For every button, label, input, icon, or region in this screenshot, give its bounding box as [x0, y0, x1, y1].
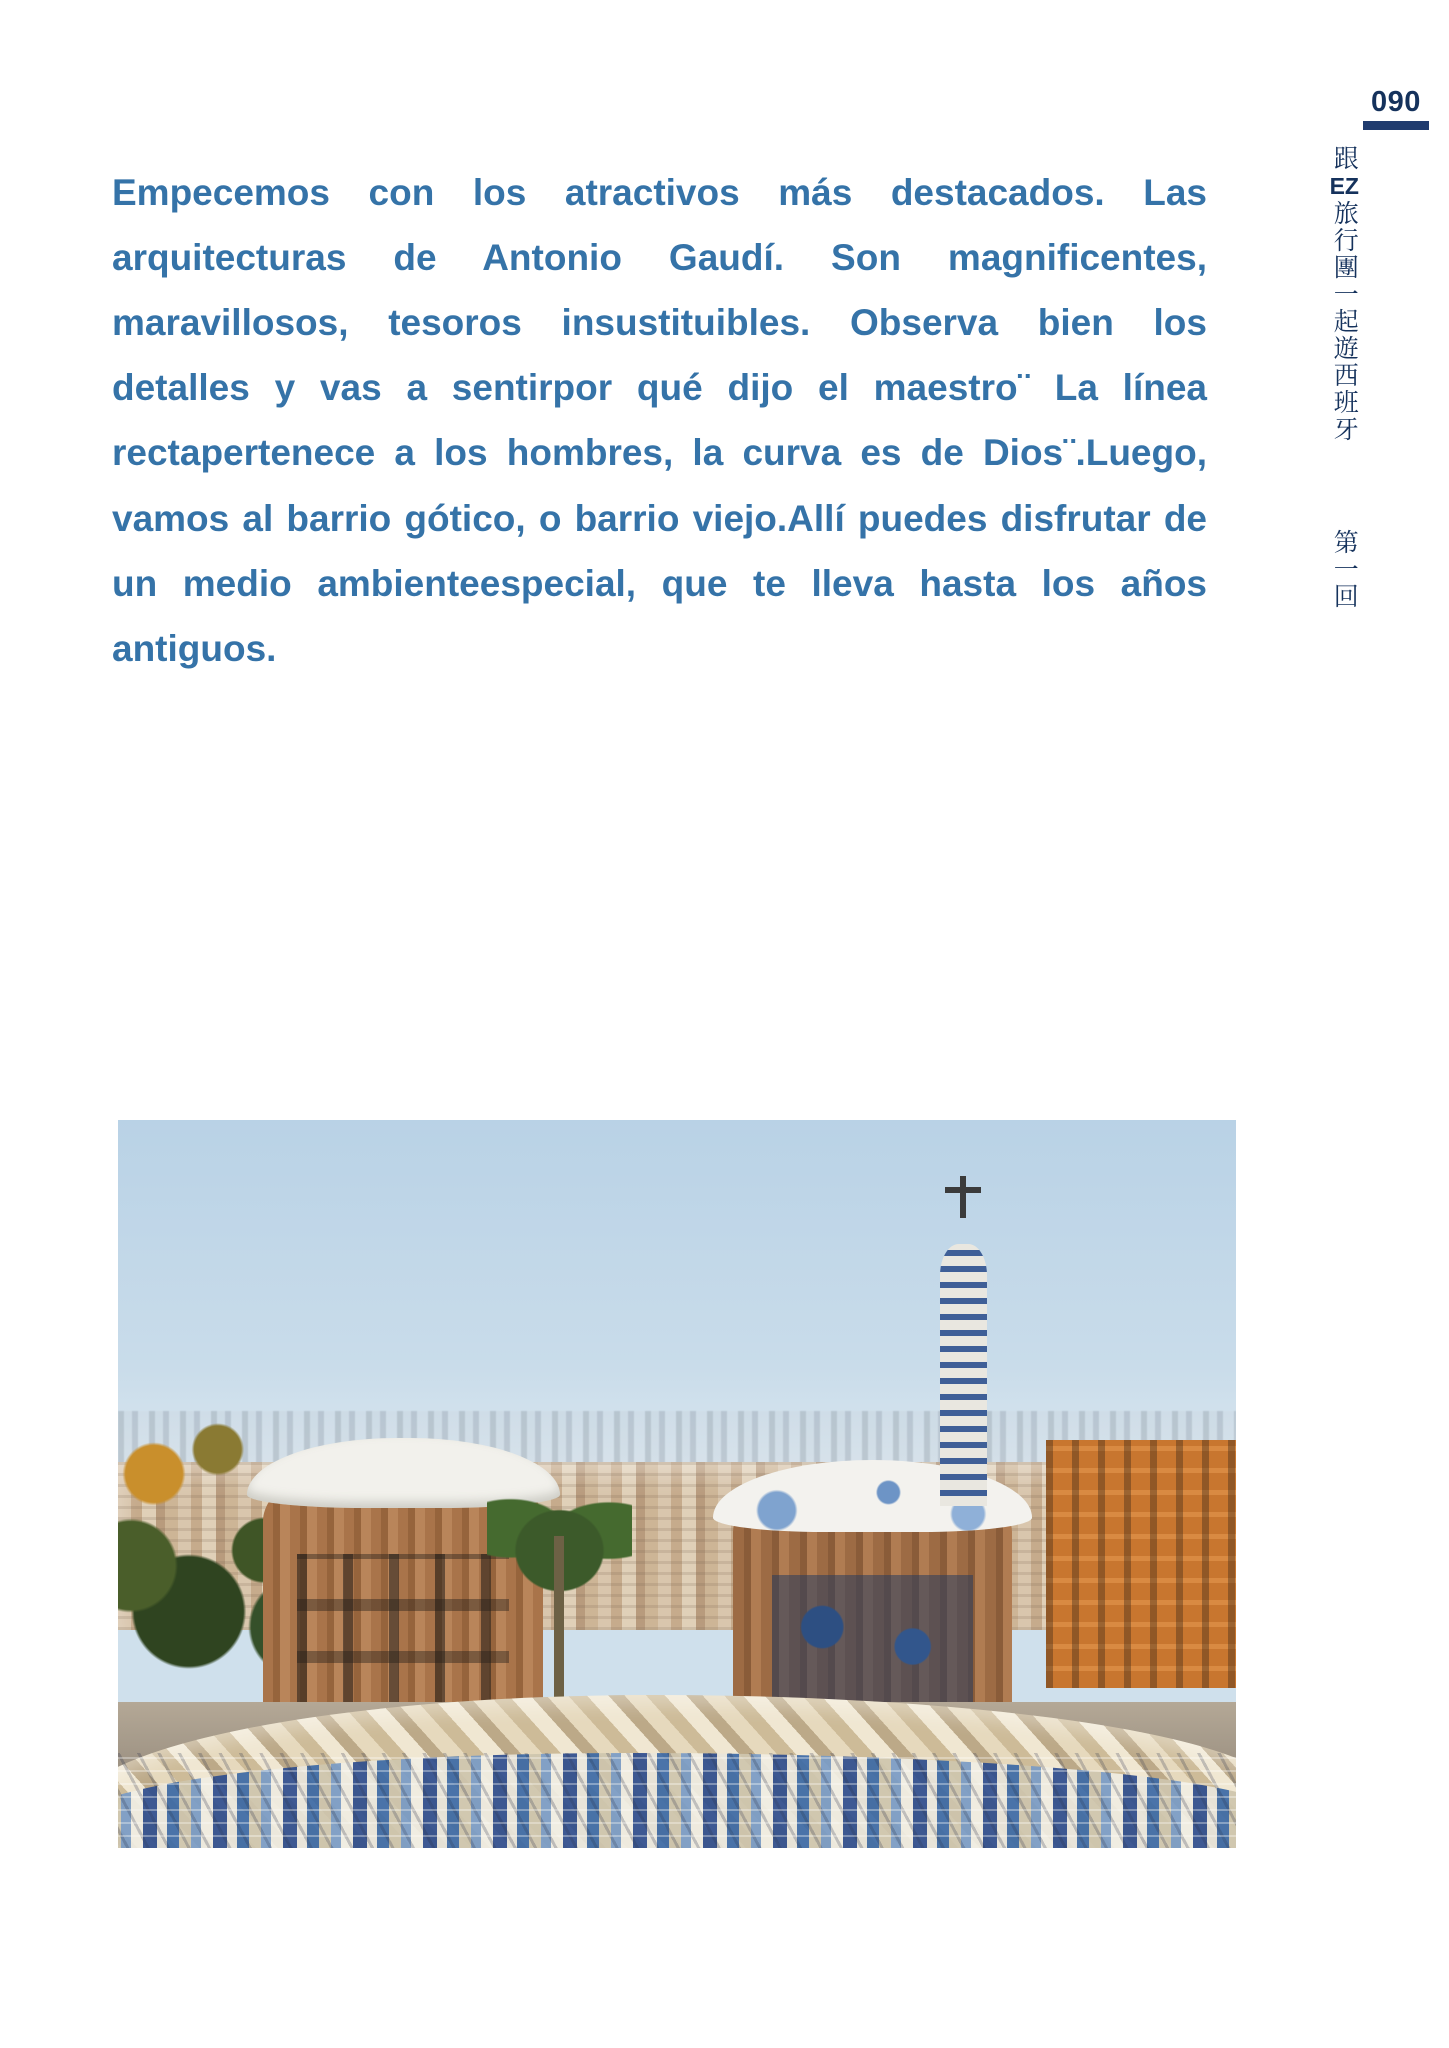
page-number-rule: [1363, 121, 1429, 130]
photo-pavilion-right: [733, 1484, 1013, 1724]
photo-mosaic-tiles: [118, 1753, 1236, 1848]
page-number: 090: [1371, 86, 1421, 118]
series-title-part1: 跟: [1330, 145, 1360, 172]
series-brand: EZ: [1329, 173, 1359, 199]
photo-building-right: [1046, 1440, 1236, 1688]
side-rail: [1318, 145, 1370, 610]
paragraph-text: Empecemos con los atractivos más destacados. Las arquitecturas de Antonio Gaudí. Son magnificentes, maravillosos, tesoros insustituibles. Observa bien los detalles y vas a sentirpor qué dijo el maestro¨ La línea rectapertenece a los hombres, la curva es de Dios¨.Luego, vamos al barrio gótico, o barrio viejo.Allí puedes disfrutar de un medio ambienteespecial, que te lleva hasta los años antiguos.: [112, 172, 1207, 669]
cross-icon: [960, 1176, 966, 1218]
chapter-label: 第一回: [1330, 529, 1360, 611]
figure-park-guell: [118, 1120, 1236, 1848]
page-number-block: [1363, 88, 1429, 130]
series-title: [1329, 145, 1360, 443]
series-title-part2: 旅行團一起遊西班牙: [1330, 200, 1360, 444]
body-copy: [112, 160, 1207, 681]
photo-spire: [940, 1244, 987, 1506]
photo-image: [118, 1120, 1236, 1848]
